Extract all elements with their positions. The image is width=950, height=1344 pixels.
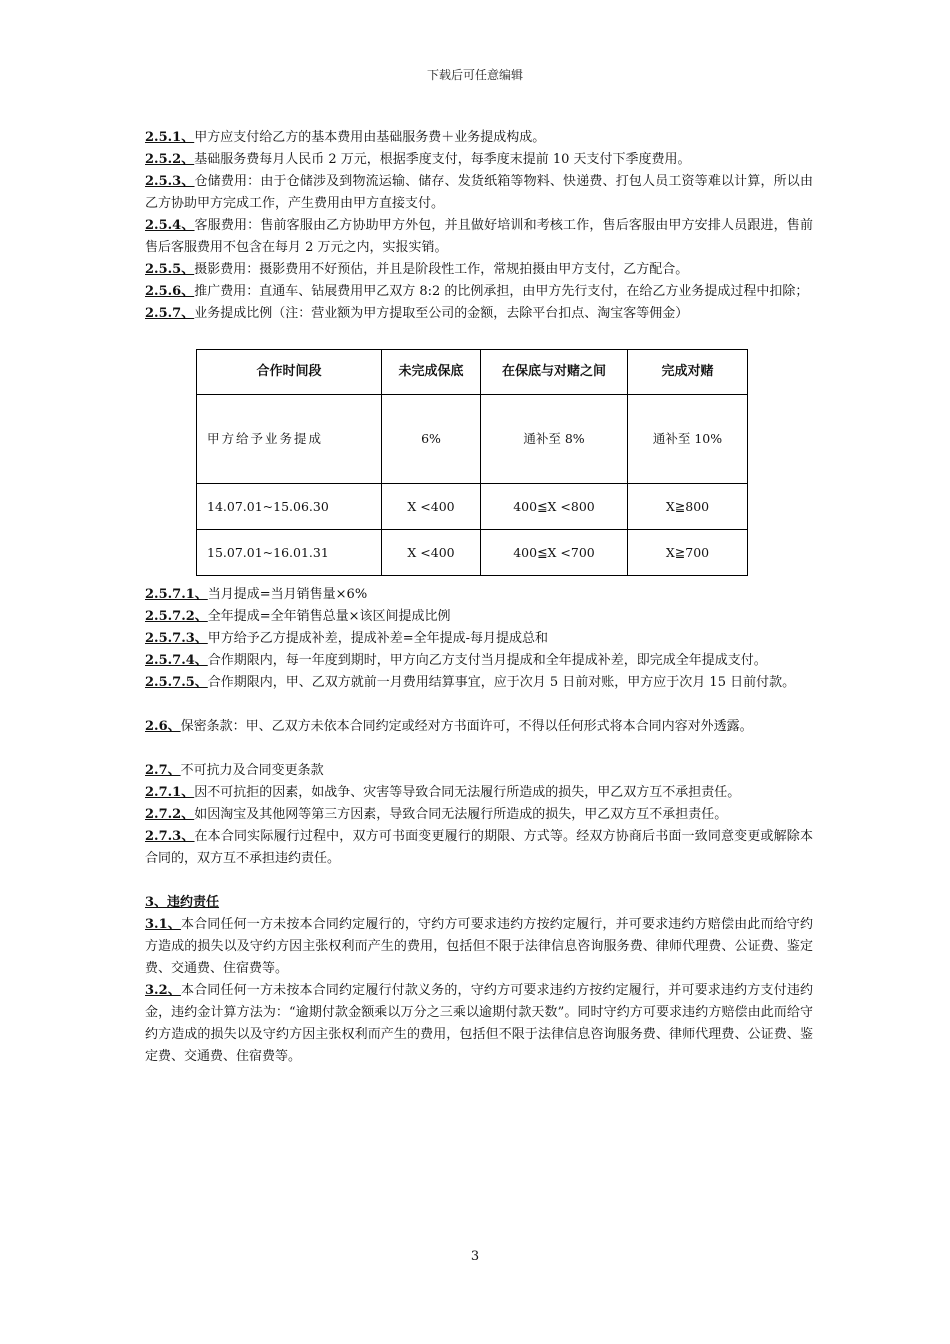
clause-text: 甲方给予乙方提成补差，提成补差=全年提成-每月提成总和 [207, 631, 549, 646]
table-row [197, 484, 748, 530]
table-cell: X≧800 [628, 484, 748, 530]
clause-2-5-7-3 [145, 628, 813, 650]
clause-2-5-7-4 [145, 650, 813, 672]
table-row [197, 530, 748, 576]
clause-2-5-7 [145, 303, 813, 325]
clause-number: 2.5.6、 [145, 284, 195, 299]
table-row [197, 395, 748, 484]
clause-number: 2.5.7.5、 [145, 675, 208, 690]
clause-number: 2.7.2、 [145, 807, 195, 822]
clause-text: 因不可抗拒的因素，如战争、灾害等导致合同无法履行所造成的损失，甲乙双方互不承担责任。 [194, 785, 741, 800]
clause-2-7-1 [145, 782, 813, 804]
clause-2-5-1 [145, 127, 813, 149]
clause-group-3 [145, 914, 813, 1068]
clause-group-2-5 [145, 127, 813, 325]
table-cell: X≧700 [628, 530, 748, 576]
clause-number: 2.5.7.2、 [145, 609, 208, 624]
clause-2-7-2 [145, 804, 813, 826]
clause-2-5-4 [145, 215, 813, 259]
table-cell: X <400 [382, 530, 481, 576]
clause-text: 不可抗力及合同变更条款 [180, 763, 324, 778]
table-cell: 6% [382, 395, 481, 484]
clause-text: 本合同任何一方未按本合同约定履行付款义务的，守约方可要求违约方按约定履行，并可要求违约方支付违约金，违约金计算方法为：“逾期付款金额乘以万分之三乘以逾期付款天数”。同时守约方可要求违约方赔偿由此而给守约方造成的损失以及守约方因主张权利而产生的费用，包括但不限于法律信息咨询服务费、律师代理费、公证费、鉴定费、交通费、住宿费等。 [145, 983, 813, 1064]
clause-text: 推广费用：直通车、钻展费用甲乙双方 8:2 的比例承担，由甲方先行支付，在给乙方业务提成过程中扣除； [194, 284, 809, 299]
table-cell [197, 395, 382, 484]
page-number: 3 [470, 1249, 480, 1264]
clause-2-5-5 [145, 259, 813, 281]
clause-text: 甲方应支付给乙方的基本费用由基础服务费＋业务提成构成。 [194, 130, 546, 145]
table-cell: X <400 [382, 484, 481, 530]
clause-number: 2.5.4、 [145, 218, 195, 233]
table-header-cell: 在保底与对赌之间 [481, 350, 628, 395]
clause-number: 3.2、 [145, 983, 181, 998]
clause-text: 全年提成=全年销售总量×该区间提成比例 [207, 609, 451, 624]
clause-number: 2.7.1、 [145, 785, 195, 800]
clause-text: 当月提成=当月销售量×6% [207, 587, 368, 602]
spacer [145, 738, 813, 760]
clause-number: 2.7、 [145, 763, 181, 778]
clause-text: 基础服务费每月人民币 2 万元，根据季度支付，每季度末提前 10 天支付下季度费用。 [194, 152, 691, 167]
clause-number: 2.6、 [145, 719, 181, 734]
commission-table [196, 349, 748, 576]
clause-text: 合作期限内，甲、乙双方就前一月费用结算事宜，应于次月 5 日前对账，甲方应于次月 15 日前付款。 [207, 675, 796, 690]
clause-number: 2.5.2、 [145, 152, 195, 167]
clause-text: 在本合同实际履行过程中，双方可书面变更履行的期限、方式等。经双方协商后书面一致同意变更或解除本合同的，双方互不承担违约责任。 [145, 829, 813, 866]
clause-2-7 [145, 760, 813, 782]
clause-number: 3.1、 [145, 917, 181, 932]
clause-text: 如因淘宝及其他网等第三方因素，导致合同无法履行所造成的损失，甲乙双方互不承担责任。 [194, 807, 728, 822]
clause-2-5-3 [145, 171, 813, 215]
clause-text: 摄影费用：摄影费用不好预估，并且是阶段性工作，常规拍摄由甲方支付，乙方配合。 [194, 262, 689, 277]
table-cell: 15.07.01~16.01.31 [197, 530, 382, 576]
table-cell: 14.07.01~15.06.30 [197, 484, 382, 530]
clause-2-5-7-5 [145, 672, 813, 694]
clause-number: 2.5.7.3、 [145, 631, 208, 646]
clause-2-7-3 [145, 826, 813, 870]
clause-2-5-2 [145, 149, 813, 171]
clause-2-5-6 [145, 281, 813, 303]
page-header: 下载后可任意编辑 [426, 68, 523, 82]
clause-number: 2.5.7.1、 [145, 587, 208, 602]
clause-text: 客服费用：售前客服由乙方协助甲方外包，并且做好培训和考核工作，售后客服由甲方安排人员跟进，售前售后客服费用不包含在每月 2 万元之内，实报实销。 [145, 218, 813, 255]
table-cell: 400≦X <700 [481, 530, 628, 576]
spacer [145, 694, 813, 716]
clause-number: 2.5.1、 [145, 130, 195, 145]
clause-number: 2.5.5、 [145, 262, 195, 277]
clause-text: 仓储费用：由于仓储涉及到物流运输、储存、发货纸箱等物料、快递费、打包人员工资等难以计算，所以由乙方协助甲方完成工作，产生费用由甲方直接支付。 [145, 174, 813, 211]
section-3-title: 3、违约责任 [145, 895, 220, 910]
clause-number: 2.5.3、 [145, 174, 195, 189]
row-label: 甲方给予业务提成 [207, 431, 324, 446]
table-cell: 通补至 8% [481, 395, 628, 484]
clause-2-6 [145, 716, 813, 738]
clause-text: 业务提成比例（注：营业额为甲方提取至公司的金额，去除平台扣点、淘宝客等佣金） [194, 306, 689, 321]
table-header-cell: 未完成保底 [382, 350, 481, 395]
spacer [145, 870, 813, 892]
clause-text: 合作期限内，每一年度到期时，甲方向乙方支付当月提成和全年提成补差，即完成全年提成支付。 [207, 653, 767, 668]
document-body [145, 127, 813, 1068]
table-header-cell: 合作时间段 [197, 350, 382, 395]
clause-number: 2.7.3、 [145, 829, 195, 844]
clause-2-5-7-2 [145, 606, 813, 628]
clause-text: 保密条款：甲、乙双方未依本合同约定或经对方书面许可，不得以任何形式将本合同内容对外透露。 [180, 719, 753, 734]
clause-3-2 [145, 980, 813, 1068]
clause-3-1 [145, 914, 813, 980]
clause-text: 本合同任何一方未按本合同约定履行的，守约方可要求违约方按约定履行，并可要求违约方赔偿由此而给守约方造成的损失以及守约方因主张权利而产生的费用，包括但不限于法律信息咨询服务费、律师代理费、公证费、鉴定费、交通费、住宿费等。 [145, 917, 813, 976]
table-header-row [197, 350, 748, 395]
clause-group-2-7 [145, 760, 813, 870]
clause-group-2-5-7 [145, 584, 813, 694]
clause-2-5-7-1 [145, 584, 813, 606]
table-header-cell: 完成对赌 [628, 350, 748, 395]
table-cell: 400≦X <800 [481, 484, 628, 530]
clause-number: 2.5.7、 [145, 306, 195, 321]
table-cell: 通补至 10% [628, 395, 748, 484]
clause-number: 2.5.7.4、 [145, 653, 208, 668]
